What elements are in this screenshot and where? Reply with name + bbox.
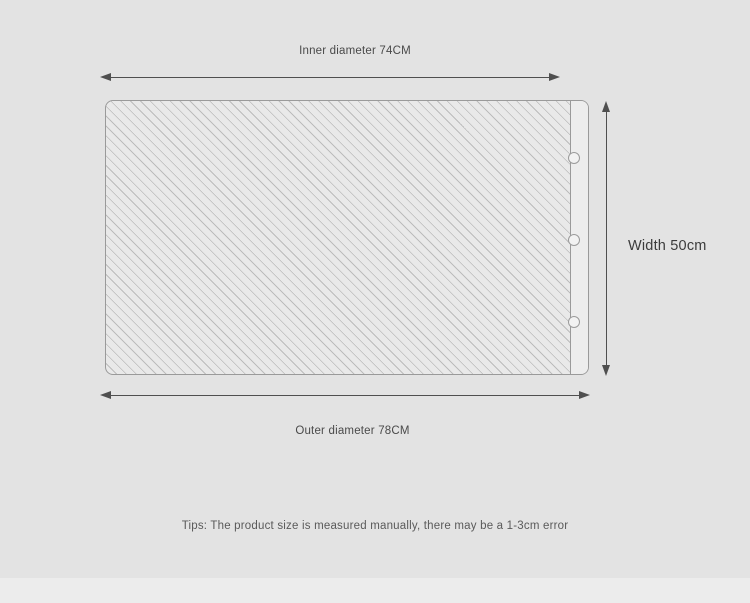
dimension-line — [606, 107, 607, 370]
inner-diameter-label: Inner diameter 74CM — [299, 45, 411, 57]
arrow-down-icon — [602, 365, 610, 376]
outer-diameter-label: Outer diameter 78CM — [295, 425, 410, 437]
measurement-tips-note: Tips: The product size is measured manually, there may be a 1-3cm error — [181, 520, 569, 532]
dimension-line — [106, 77, 554, 78]
product-body — [105, 100, 589, 375]
grommet-hole-icon — [568, 152, 580, 164]
page-bottom-edge — [0, 578, 750, 603]
dimension-line — [106, 395, 584, 396]
outer-diameter-dimension-arrow — [100, 391, 590, 400]
width-dimension-arrow — [602, 101, 611, 376]
width-label: Width 50cm — [628, 238, 707, 254]
arrow-right-icon — [579, 391, 590, 399]
grommet-hole-icon — [568, 316, 580, 328]
grommet-hole-icon — [568, 234, 580, 246]
inner-diameter-dimension-arrow — [100, 73, 560, 82]
arrow-right-icon — [549, 73, 560, 81]
